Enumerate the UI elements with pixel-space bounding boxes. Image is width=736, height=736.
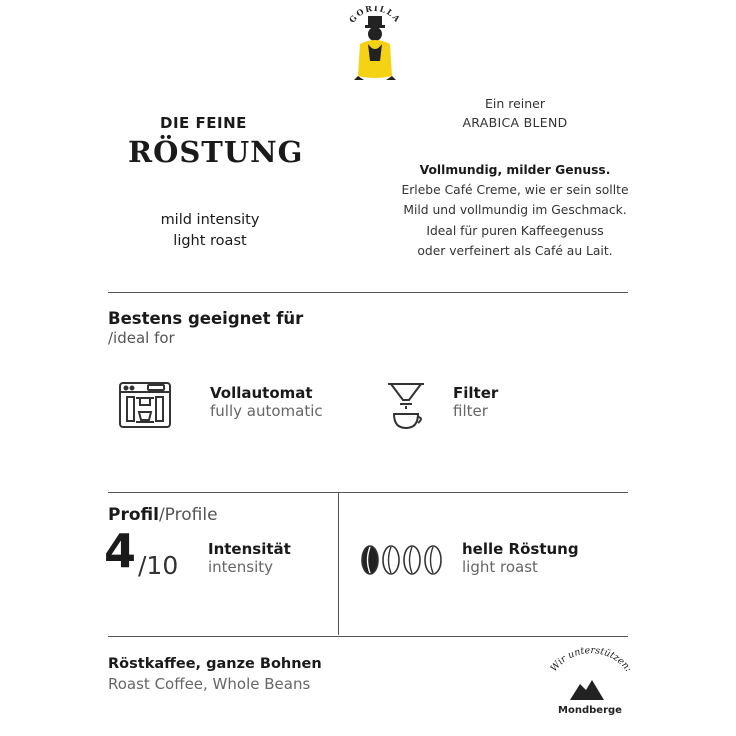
- profile-heading-en: /Profile: [158, 505, 218, 525]
- blend-line1: Ein reiner: [484, 96, 546, 111]
- mondberge-support-badge: [540, 646, 640, 722]
- intensity-label-block: [208, 540, 291, 576]
- title-big: RÖSTUNG: [128, 135, 304, 169]
- pour-over-filter-icon: [386, 380, 426, 432]
- suitable-item-2: [453, 384, 498, 420]
- logo-text: GORILLA: [346, 6, 404, 25]
- suitable-label-1: Vollautomat: [210, 384, 313, 402]
- support-text: Wir unterstützen:: [548, 646, 634, 675]
- intensity-summary: [140, 210, 280, 252]
- intensity-line1: mild intensity: [160, 212, 260, 228]
- intensity-label-en: intensity: [208, 558, 274, 576]
- suitable-item-1: [210, 384, 323, 420]
- blend-desc3: Ideal für puren Kaffeegenuss: [426, 223, 604, 238]
- intensity-max: /10: [138, 551, 179, 580]
- product-type-block: [108, 656, 322, 693]
- blend-desc2: Mild und vollmundig im Geschmack.: [403, 203, 627, 218]
- espresso-machine-icon: [118, 380, 172, 430]
- coffee-bean-crease-3: [410, 547, 413, 573]
- suitable-label-2: Filter: [453, 384, 499, 402]
- roast-label-en: light roast: [462, 558, 538, 576]
- product-type-en: Roast Coffee, Whole Beans: [108, 675, 311, 693]
- coffee-bean-crease-2: [389, 547, 392, 573]
- support-name: Mondberge: [558, 705, 622, 716]
- coffee-bean-3: [404, 546, 420, 574]
- coffee-beans-icon: [360, 544, 444, 576]
- suitable-heading-en: /ideal for: [108, 329, 175, 347]
- profile-heading: [108, 505, 218, 525]
- coffee-bean-crease-4: [431, 547, 434, 573]
- divider: [108, 292, 628, 293]
- title-small: DIE FEINE: [160, 114, 247, 132]
- coffee-bean-1: [362, 546, 378, 574]
- intensity-value: 4: [104, 524, 137, 578]
- blend-desc4: oder verfeinert als Café au Lait.: [417, 243, 613, 258]
- profile-heading-de: Profil: [108, 505, 159, 525]
- roast-label-block: [462, 540, 579, 576]
- intensity-label: Intensität: [208, 540, 291, 558]
- divider-vertical: [338, 493, 339, 635]
- gorilla-logo: [340, 6, 410, 82]
- blend-lead: Vollmundig, milder Genuss.: [419, 163, 611, 177]
- coffee-bean-2: [383, 546, 399, 574]
- roast-label: helle Röstung: [462, 540, 579, 558]
- divider: [108, 492, 628, 493]
- blend-desc1: Erlebe Café Creme, wie er sein sollte: [401, 183, 629, 198]
- intensity-line2: light roast: [173, 233, 247, 249]
- blend-line2: ARABICA BLEND: [462, 115, 568, 130]
- suitable-heading: Bestens geeignet für: [108, 309, 304, 328]
- svg-text:Wir unterstützen:: [549, 646, 634, 674]
- coffee-bean-4: [425, 546, 441, 574]
- product-type: Röstkaffee, ganze Bohnen: [108, 656, 322, 672]
- suitable-label-en-1: fully automatic: [210, 402, 323, 420]
- divider: [108, 636, 628, 637]
- suitable-label-en-2: filter: [453, 402, 488, 420]
- blend-description: [395, 160, 635, 261]
